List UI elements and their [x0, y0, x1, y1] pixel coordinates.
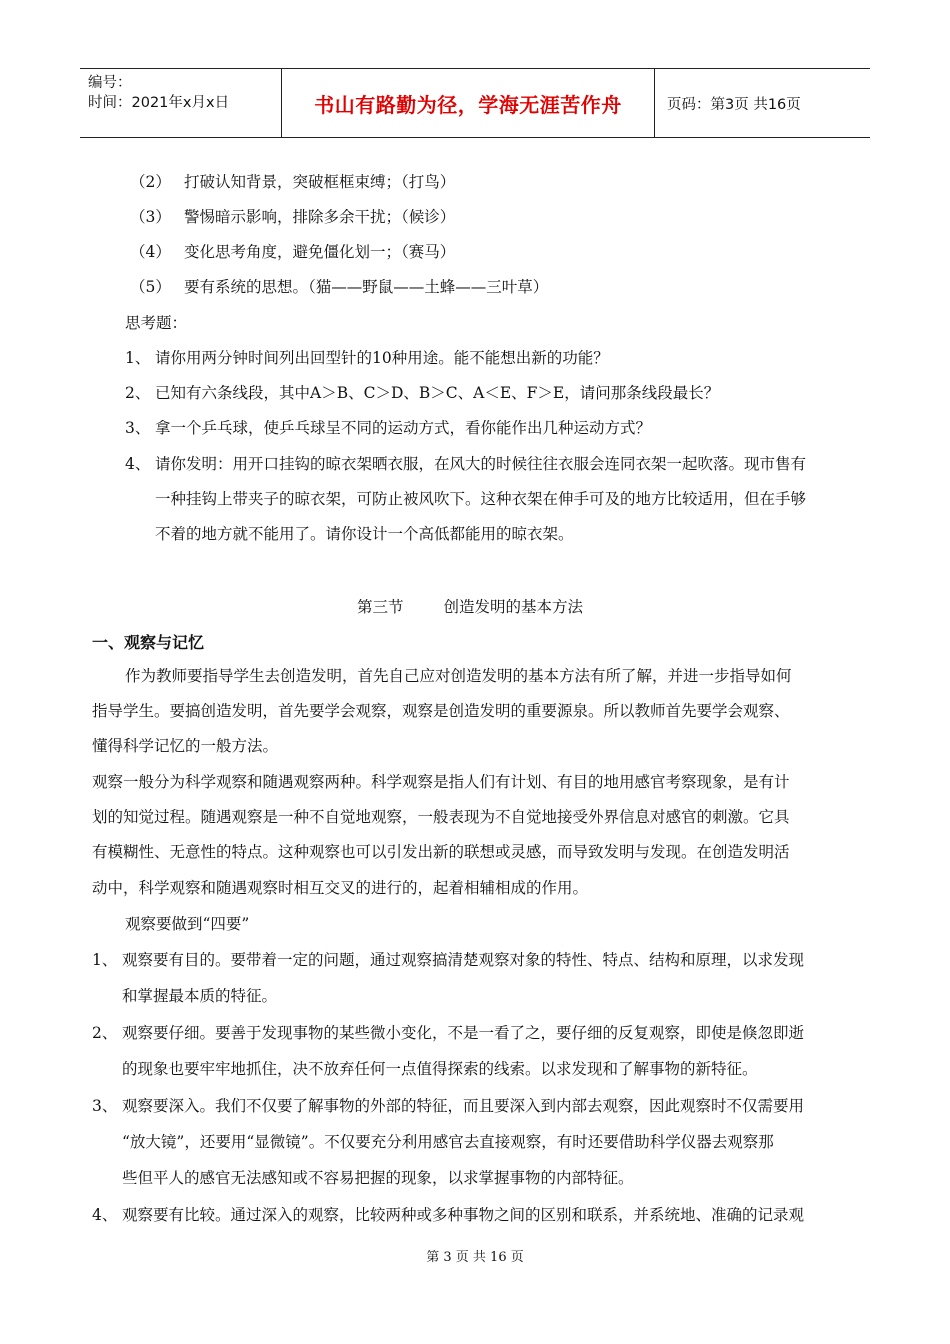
question-item [125, 416, 651, 438]
step-item [130, 205, 455, 227]
four-musts-intro: 观察要做到“四要” [125, 915, 250, 933]
paragraph-line: 有模糊性、无意性的特点。这种观察也可以引发出新的联想或灵感，而导致发明与发现。在创造发明活 [92, 843, 790, 861]
question-text: 请你用两分钟时间列出回型针的10种用途。能不能想出新的功能？ [155, 349, 609, 367]
step-text: 要有系统的思想。（猫——野鼠——土蜂——三叶草） [184, 278, 549, 296]
question-number: 4、 [125, 455, 151, 473]
question-text: 已知有六条线段，其中A＞B、C＞D、B＞C、A＜E、F＞E，请问那条线段最长？ [155, 384, 720, 402]
must-text: 观察要有比较。通过深入的观察，比较两种或多种事物之间的区别和联系，并系统地、准确的记录观 [122, 1206, 805, 1224]
question-number: 3、 [125, 419, 151, 437]
section-number: 第三节 [357, 598, 404, 616]
heading-observation: 一、观察与记忆 [92, 633, 205, 652]
must-item [92, 1021, 804, 1043]
paragraph-line: 划的知觉过程。随遇观察是一种不自觉地观察，一般表现为不自觉地接受外界信息对感官的刺激。它具 [92, 808, 790, 826]
header-meta [80, 69, 282, 137]
must-text-cont: “放大镜”，还要用“显微镜”。不仅要充分利用感官去直接观察，有时还要借助科学仪器去观察那 [122, 1133, 774, 1151]
step-item [130, 170, 455, 192]
paragraph-line: 懂得科学记忆的一般方法。 [92, 737, 279, 755]
question-item [125, 346, 609, 368]
paragraph-line: 动中，科学观察和随遇观察时相互交叉的进行的，起着相辅相成的作用。 [92, 879, 589, 897]
question-item [125, 452, 806, 474]
step-text: 打破认知背景，突破框框束缚；（打鸟） [184, 173, 456, 191]
footer-page-number: 第 3 页 共 16 页 [426, 1250, 524, 1265]
time-label: 时间：2021年x月x日 [88, 95, 230, 111]
page-footer [0, 1246, 950, 1265]
must-number: 2、 [92, 1024, 118, 1042]
must-item [92, 1094, 804, 1116]
questions-title: 思考题： [125, 314, 188, 332]
section-title [357, 595, 583, 617]
step-number: （4） [130, 243, 171, 261]
question-text: 请你发明：用开口挂钩的晾衣架晒衣服，在风大的时候往往衣服会连同衣架一起吹落。现市售有 [155, 455, 807, 473]
page-header [80, 68, 870, 138]
step-number: （3） [130, 208, 171, 226]
must-text-cont: 的现象也要牢牢地抓住，决不放弃任何一点值得探索的线索。以求发现和了解事物的新特征。 [122, 1060, 758, 1078]
paragraph-line: 观察一般分为科学观察和随遇观察两种。科学观察是指人们有计划、有目的地用感官考察现象，是有计 [92, 773, 790, 791]
step-text: 变化思考角度，避免僵化划一；（赛马） [184, 243, 456, 261]
must-number: 1、 [92, 951, 118, 969]
header-page-info: 页码：第3页 共16页 [667, 96, 801, 113]
section-name: 创造发明的基本方法 [443, 598, 584, 616]
must-item [92, 1203, 804, 1225]
step-item [130, 275, 548, 297]
must-text-cont: 些但平人的感官无法感知或不容易把握的现象，以求掌握事物的内部特征。 [122, 1169, 634, 1187]
must-number: 3、 [92, 1097, 118, 1115]
question-item [125, 381, 719, 403]
header-motto: 书山有路勤为径，学海无涯苦作舟 [282, 69, 655, 137]
must-text: 观察要仔细。要善于发现事物的某些微小变化，不是一看了之，要仔细的反复观察，即使是倏忽即逝 [122, 1024, 805, 1042]
question-text-cont: 一种挂钩上带夹子的晾衣架，可防止被风吹下。这种衣架在伸手可及的地方比较适用，但在手够 [155, 490, 807, 508]
step-number: （5） [130, 278, 171, 296]
step-text: 警惕暗示影响，排除多余干扰；（候诊） [184, 208, 456, 226]
question-number: 1、 [125, 349, 151, 367]
must-text: 观察要有目的。要带着一定的问题，通过观察搞清楚观察对象的特性、特点、结构和原理，以求发现 [122, 951, 805, 969]
must-item [92, 948, 804, 970]
serial-label: 编号： [88, 75, 132, 91]
paragraph-line: 作为教师要指导学生去创造发明，首先自己应对创造发明的基本方法有所了解，并进一步指导如何 [125, 667, 792, 685]
must-text-cont: 和掌握最本质的特征。 [122, 987, 278, 1005]
question-text-cont: 不着的地方就不能用了。请你设计一个高低都能用的晾衣架。 [155, 525, 574, 543]
paragraph-line: 指导学生。要搞创造发明，首先要学会观察，观察是创造发明的重要源泉。所以教师首先要学会观察、 [92, 702, 790, 720]
step-number: （2） [130, 173, 171, 191]
must-text: 观察要深入。我们不仅要了解事物的外部的特征，而且要深入到内部去观察，因此观察时不仅需要用 [122, 1097, 805, 1115]
must-number: 4、 [92, 1206, 118, 1224]
question-text: 拿一个乒乓球，使乒乓球呈不同的运动方式，看你能作出几种运动方式？ [155, 419, 652, 437]
step-item [130, 240, 455, 262]
question-number: 2、 [125, 384, 151, 402]
